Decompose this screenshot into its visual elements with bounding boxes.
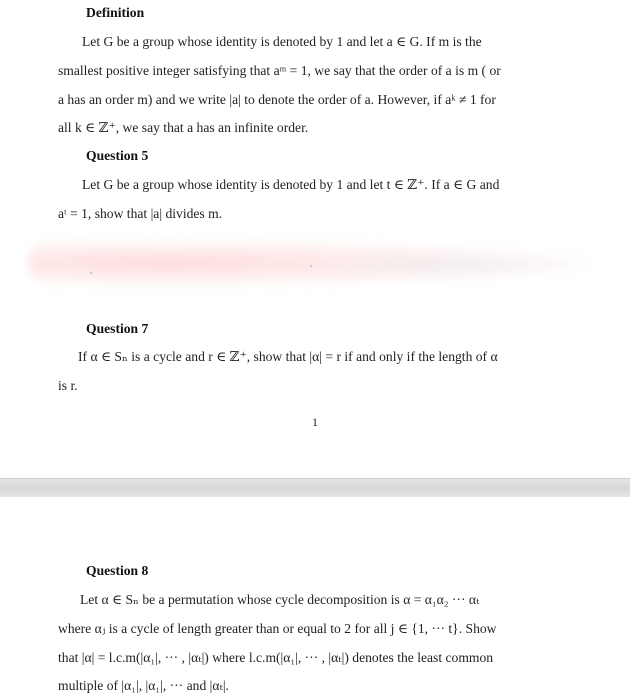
question-8-line-3: that |α| = l.c.m(|α₁|, ··· , |αₜ|) where l.c.m(|α₁|, ··· , |αₜ|) denotes the least common xyxy=(58,650,494,665)
speck xyxy=(310,265,312,267)
question-8-line-4: multiple of |α₁|, |α₁|, ··· and |αₜ|. xyxy=(58,678,229,693)
question-7-line-2: is r. xyxy=(58,378,78,393)
definition-heading: Definition xyxy=(86,5,145,20)
question-5-heading: Question 5 xyxy=(86,148,149,163)
definition-line-1: Let G be a group whose identity is denoted by 1 and let a ∈ G. If m is the xyxy=(82,34,482,49)
page-number: 1 xyxy=(312,415,318,429)
document-page-2 xyxy=(0,497,630,700)
question-5-line-2: aᵗ = 1, show that |a| divides m. xyxy=(58,206,223,221)
speck xyxy=(90,272,92,274)
question-8-heading: Question 8 xyxy=(86,563,149,578)
page-separator xyxy=(0,478,630,498)
question-8-line-2: where αⱼ is a cycle of length greater than or equal to 2 for all j ∈ {1, ··· t}. Show xyxy=(58,621,497,636)
question-7-line-1: If α ∈ Sₙ is a cycle and r ∈ ℤ⁺, show that |α| = r if and only if the length of α xyxy=(78,349,498,364)
question-7-heading: Question 7 xyxy=(86,321,149,336)
question-8-line-1: Let α ∈ Sₙ be a permutation whose cycle decomposition is α = α₁α₂ ··· αₜ xyxy=(80,592,480,607)
question-5-line-1: Let G be a group whose identity is denoted by 1 and let t ∈ ℤ⁺. If a ∈ G and xyxy=(82,177,500,192)
erased-smudge-gray xyxy=(300,250,580,280)
definition-line-4: all k ∈ ℤ⁺, we say that a has an infinite order. xyxy=(58,120,309,135)
definition-line-2: smallest positive integer satisfying that aᵐ = 1, we say that the order of a is m ( or xyxy=(58,63,501,78)
definition-line-3: a has an order m) and we write |a| to denote the order of a. However, if aᵏ ≠ 1 for xyxy=(58,92,496,107)
